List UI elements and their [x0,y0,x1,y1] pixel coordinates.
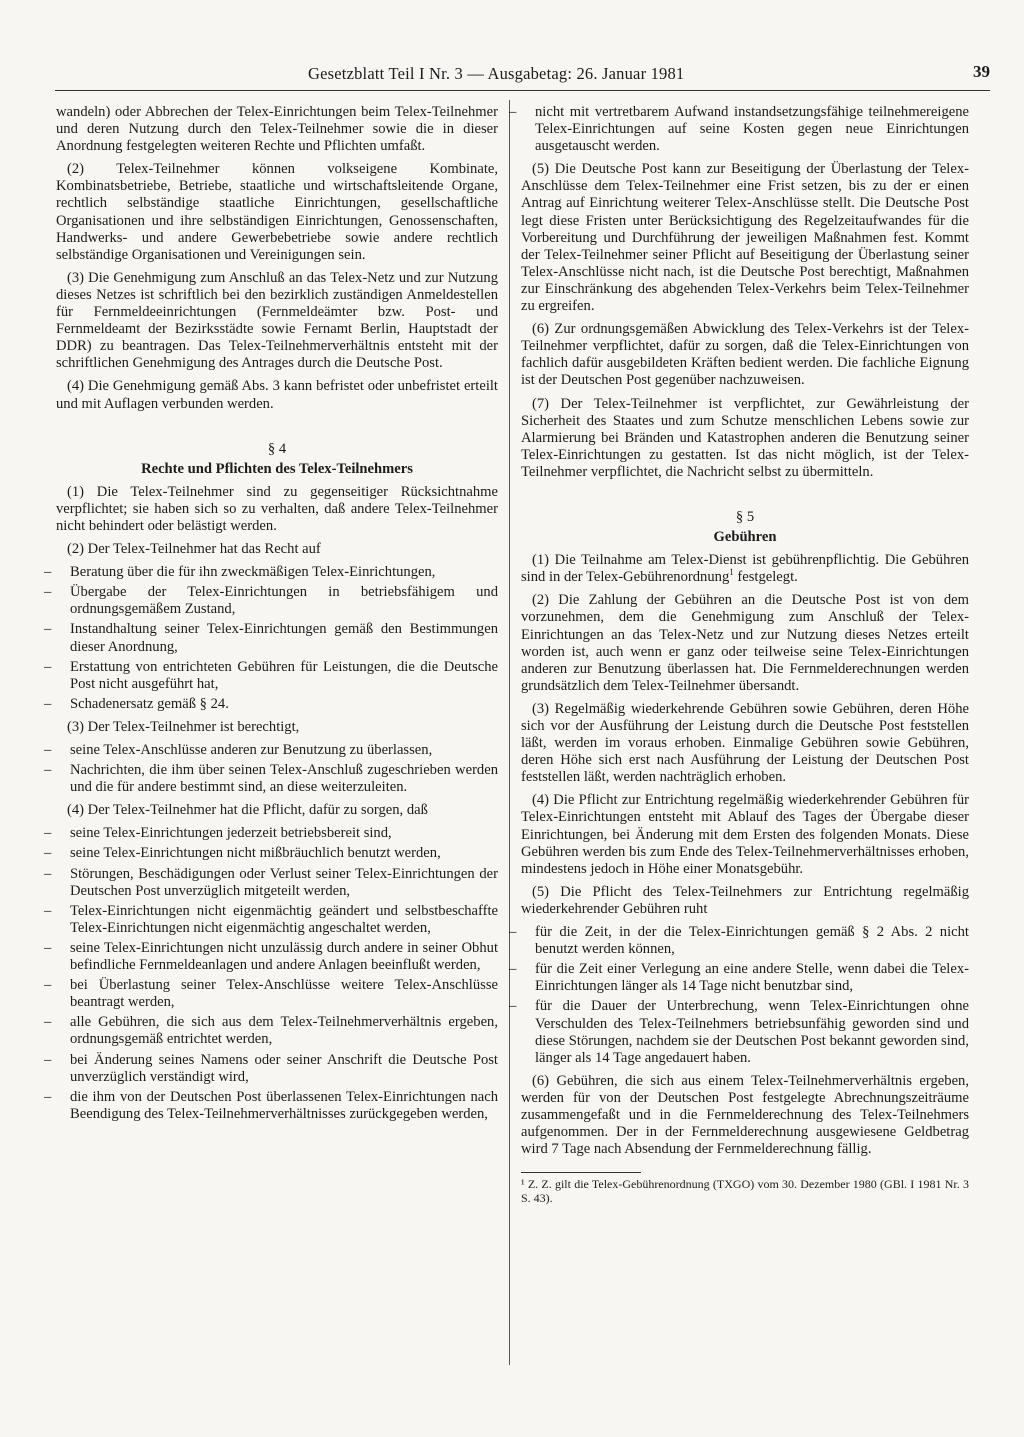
list-item: – Beratung über die für ihn zweckmäßigen Telex-Einrichtungen, [56,564,498,581]
s5-suspension-list [521,924,969,1067]
list-item: – Übergabe der Telex-Einrichtungen in betriebsfähigem und ordnungsgemäßem Zustand, [56,584,498,618]
s4-duties-list [56,825,498,1123]
paragraph-3: (3) Die Genehmigung zum Anschluß an das Telex-Netz und zur Nutzung dieses Netzes ist schriftlich bei den bezirklich zuständigen Anmeldestellen für Fernmeldeeinrichtungen (Fernmeldeämter bzw. Post- und Fernmeldeamt der Bezirksstädte sowie Fernamt Berlin, Hauptstadt der DDR) zu beantragen. Das Telex-Teilnehmerverhältnis entsteht mit der schriftlichen Genehmigung des Antrages durch die Deutsche Post. [56,269,498,372]
list-item: – Schadenersatz gemäß § 24. [56,696,498,713]
list-item: – für die Zeit, in der die Telex-Einrichtungen gemäß § 2 Abs. 2 nicht benutzt werden können, [521,924,969,958]
s4-paragraph-5: (5) Die Deutsche Post kann zur Beseitigung der Überlastung der Telex-Anschlüsse dem Telex-Teilnehmer eine Frist setzen, bis zu der er einen Antrag auf Einrichtung weiterer Telex-Anschlüsse stellt. Die Deutsche Post legt diese Fristen unter Berücksichtigung des Regelzeitaufwandes für die Vorbereitung und Durchführung der jeweiligen Maßnahmen fest. Kommt der Telex-Teilnehmer seiner Pflicht auf Beseitigung der Überlastung seiner Telex-Anschlüsse nicht nach, ist die Deutsche Post berechtigt, Maßnahmen zur Einschränkung des abgehenden Telex-Verkehrs beim Telex-Teilnehmer zu ergreifen. [521,161,969,315]
list-item: – bei Änderung seines Namens oder seiner Anschrift die Deutsche Post unverzüglich verständigt wird, [56,1052,498,1086]
paragraph-2: (2) Telex-Teilnehmer können volkseigene Kombinate, Kombinatsbetriebe, Betriebe, staatliche und wirtschaftsleitende Organe, rechtlich selbständige staatliche Einrichtungen, gesellschaftliche Organisationen und ihre selbständigen Einrichtungen, Genossenschaften, Handwerks- und andere Gewerbebetriebe sowie andere rechtlich selbständige Organisationen und Vereinigungen sein. [56,161,498,263]
s4-rights-list [56,564,498,713]
list-item: – seine Telex-Einrichtungen nicht unzulässig durch andere in seiner Obhut befindliche Fernmeldeanlagen und andere Anlagen beeinflußt werden, [56,940,498,974]
list-item: – Erstattung von entrichteten Gebühren für Leistungen, die die Deutsche Post nicht ausgeführt hat, [56,659,498,693]
s4-paragraph-1: (1) Die Telex-Teilnehmer sind zu gegenseitiger Rücksichtnahme verpflichtet; sie haben sich so zu verhalten, daß andere Telex-Teilnehmer nicht behindert oder belästigt werden. [56,483,498,534]
list-item: – seine Telex-Einrichtungen jederzeit betriebsbereit sind, [56,825,498,842]
page-header [55,64,990,91]
section-4-title: Rechte und Pflichten des Telex-Teilnehmers [141,460,413,477]
paragraph-continuation: wandeln) oder Abbrechen der Telex-Einrichtungen beim Telex-Teilnehmer und deren Nutzung durch den Telex-Teilnehmer sowie die in dieser Anordnung festgelegten weiteren Rechte und Pflichten umfaßt. [56,104,498,155]
s5-paragraph-6: (6) Gebühren, die sich aus einem Telex-Teilnehmerverhältnis ergeben, werden für von der Deutschen Post festgelegte Abrechnungszeiträume zusammengefaßt und in die Fernmelderechnung des Telex-Teilnehmers aufgenommen. Der in der Fernmelderechnung ausgewiesene Geldbetrag wird 7 Tage nach Absendung der Fernmelderechnung fällig. [521,1072,969,1158]
s4-paragraph-6: (6) Zur ordnungsgemäßen Abwicklung des Telex-Verkehrs ist der Telex-Teilnehmer verpflichtet, dafür zu sorgen, daß die Telex-Einrichtungen von fachlich dafür ausgebildeten Kräften bedient werden. Die fachliche Eignung ist der Deutschen Post gegenüber nachzuweisen. [521,321,969,389]
list-item: – Telex-Einrichtungen nicht eigenmächtig geändert und selbstbeschaffte Telex-Einrichtungen nicht eigenmächtig angeschaltet werden, [56,903,498,937]
s5-paragraph-1 [521,552,969,586]
section-5-title: Gebühren [713,529,777,546]
s4-paragraph-3: (3) Der Telex-Teilnehmer ist berechtigt, [67,718,300,735]
list-item: – Störungen, Beschädigungen oder Verlust seiner Telex-Einrichtungen der Deutschen Post unverzüglich mitgeteilt werden, [56,866,498,900]
paragraph-4: (4) Die Genehmigung gemäß Abs. 3 kann befristet oder unbefristet erteilt und mit Auflagen verbunden werden. [56,378,498,412]
list-item: – Nachrichten, die ihm über seinen Telex-Anschluß zugeschrieben werden und die für andere bestimmt sind, an diese weiterzuleiten. [56,762,498,796]
list-item: – bei Überlastung seiner Telex-Anschlüsse weitere Telex-Anschlüsse beantragt werden, [56,977,498,1011]
section-4-number: § 4 [267,440,287,457]
left-column [56,104,498,1129]
s4-entitlements-list [56,742,498,796]
s5-paragraph-2: (2) Die Zahlung der Gebühren an die Deutsche Post ist von dem vorzunehmen, dem die Genehmigung zum Anschluß der Telex-Einrichtungen an das Telex-Netz und zur Nutzung dieses Netzes erteilt worden ist, auch wenn er ganz oder teilweise seine Telex-Einrichtungen anderen zur Benutzung überlassen hat. Die Fernmelderechnungen werden grundsätzlich dem Telex-Teilnehmer übersandt. [521,592,969,694]
s4-paragraph-4: (4) Der Telex-Teilnehmer hat die Pflicht, dafür zu sorgen, daß [67,802,428,819]
footnote-marker: 1 [729,567,734,578]
list-item: – für die Dauer der Unterbrechung, wenn Telex-Einrichtungen ohne Verschulden des Telex-Teilnehmers betriebsunfähig geworden sind und diese Störungen, nachdem sie der Deutschen Post bekannt geworden sind, länger als 14 Tage angedauert haben. [521,998,969,1066]
list-item: – seine Telex-Einrichtungen nicht mißbräuchlich benutzt werden, [56,845,498,862]
s4-duties-list-continued [521,104,969,155]
s5-paragraph-1-end: festgelegt. [733,569,798,586]
right-column [521,104,969,1205]
s5-paragraph-1-text: (1) Die Teilnahme am Telex-Dienst ist gebührenpflichtig. Die Gebühren sind in der Telex-Gebührenordnung [521,552,969,586]
page-number: 39 [973,62,990,81]
list-item: – alle Gebühren, die sich aus dem Telex-Teilnehmerverhältnis ergeben, ordnungsgemäß entrichtet werden, [56,1014,498,1048]
list-item: – die ihm von der Deutschen Post überlassenen Telex-Einrichtungen nach Beendigung des Telex-Teilnehmerverhältnisses zurückgegeben werden, [56,1089,498,1123]
s4-paragraph-7: (7) Der Telex-Teilnehmer ist verpflichtet, zur Gewährleistung der Sicherheit des Staates und zum Schutze menschlichen Lebens sowie zur Alarmierung bei Bränden und Katastrophen anderen die Benutzung seiner Telex-Einrichtungen zu gestatten. Ist das nicht möglich, ist der Telex-Teilnehmer verpflichtet, die Nachricht selbst zu übermitteln. [521,395,969,480]
section-5-number: § 5 [735,508,755,525]
s5-paragraph-3: (3) Regelmäßig wiederkehrende Gebühren sowie Gebühren, deren Höhe sich vor der Ausführung der Leistung durch die Deutsche Post feststellen läßt, werden im voraus erhoben. Einmalige Gebühren sowie Gebühren, deren Höhe sich erst nach Ausführung der Leistung der Deutschen Post feststellen läßt, werden nachträglich erhoben. [521,700,969,786]
header-title: Gesetzblatt Teil I Nr. 3 — Ausgabetag: 26. Januar 1981 [308,64,685,83]
s5-paragraph-5: (5) Die Pflicht des Telex-Teilnehmers zur Entrichtung regelmäßig wiederkehrender Gebühren ruht [521,883,969,917]
list-item: – Instandhaltung seiner Telex-Einrichtungen gemäß den Bestimmungen dieser Anordnung, [56,621,498,655]
column-divider [509,100,510,1365]
list-item: – für die Zeit einer Verlegung an eine andere Stelle, wenn dabei die Telex-Einrichtungen länger als 14 Tage nicht benutzbar sind, [521,961,969,995]
list-item: – seine Telex-Anschlüsse anderen zur Benutzung zu überlassen, [56,742,498,759]
list-item: – nicht mit vertretbarem Aufwand instandsetzungsfähige teilnehmereigene Telex-Einrichtungen auf seine Kosten gegen neue Einrichtungen ausgetauscht werden. [521,104,969,155]
footnote: ¹ Z. Z. gilt die Telex-Gebührenordnung (TXGO) vom 30. Dezember 1980 (GBl. I 1981 Nr. 3 S. 43). [521,1177,969,1206]
s4-paragraph-2: (2) Der Telex-Teilnehmer hat das Recht auf [67,541,321,558]
footnote-rule [521,1172,641,1173]
s5-paragraph-4: (4) Die Pflicht zur Entrichtung regelmäßig wiederkehrender Gebühren für Telex-Einrichtungen entsteht mit Ablauf des Tages der Übergabe dieser Einrichtungen, bei Änderung mit dem Ersten des folgenden Monats. Diese Gebühren werden bis zum Ende des Telex-Teilnehmerverhältnisses erhoben, mindestens jedoch in Höhe einer Monatsgebühr. [521,792,969,877]
